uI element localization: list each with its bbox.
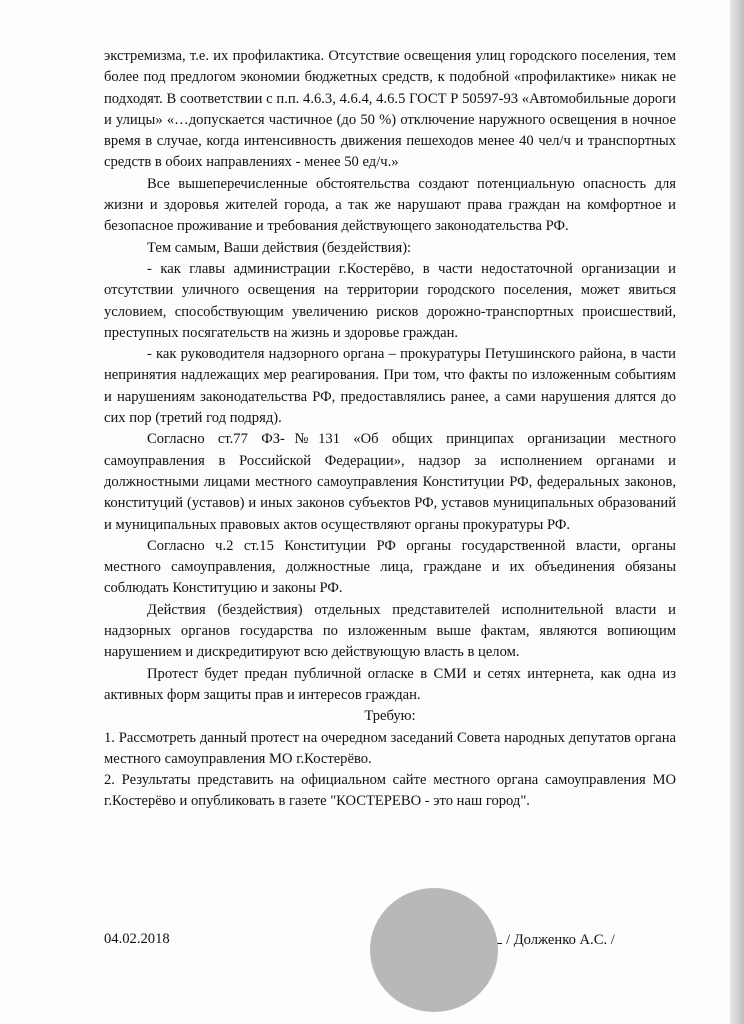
signature-line	[482, 929, 615, 950]
scan-edge-shadow	[730, 0, 744, 1024]
paragraph-head-of-administration: - как главы администрации г.Костерёво, в части недостаточной организации и отсутствии уличного освещения на территории городского поселения, может явиться условием, способствующим увеличению рисков дорожно-транспортных происшествий, преступных посягательств на жизнь и здоровье граждан.	[104, 260, 676, 341]
demand-item-1: 1. Рассмотреть данный протест на очередном заседаний Совета народных депутатов органа местного самоуправления МО г.Костерёво.	[104, 729, 676, 767]
paragraph-publicity: Протест будет предан публичной огласке в СМИ и сетях интернета, как одна из активных форм защиты прав и интересов граждан.	[104, 665, 676, 703]
document-date: 04.02.2018	[104, 931, 170, 947]
paragraph-danger: Все вышеперечисленные обстоятельства создают потенциальную опасность для жизни и здоровья жителей города, а так же нарушают права граждан на комфортное и безопасное проживание и требования действующего законодательства РФ.	[104, 175, 676, 235]
paragraph-article-77: Согласно ст.77 ФЗ-№131 «Об общих принципах организации местного самоуправления в Российской Федерации», надзор за исполнением органами и должностными лицами местного самоуправления Конституции РФ, федеральных законов, конституций (уставов) и иных законов субъектов РФ, уставов муниципальных образований и муниципальных правовых актов осуществляют органы прокуратуры РФ.	[104, 431, 676, 533]
paragraph-prosecutor: - как руководителя надзорного органа – прокуратуры Петушинского района, в части непринятия надлежащих мер реагирования. При том, что факты по изложенным событиям и нарушениям законодательства РФ, предоставлялись ранее, а сами нарушения длятся до сих пор (третий год подряд).	[104, 346, 676, 427]
demand-heading: Требую:	[364, 708, 416, 725]
signature-name: / Долженко А.С. /	[506, 932, 615, 948]
paragraph-constitution: Согласно ч.2 ст.15 Конституции РФ органы государственной власти, органы местного самоуправления, должностные лица, граждане и их объединения обязаны соблюдать Конституцию и законы РФ.	[104, 537, 676, 597]
paragraph-violations: Действия (бездействия) отдельных представителей исполнительной власти и надзорных органов государства по изложенным выше фактам, являются вопиющим нарушением и дискредитируют всю действующую власть в целом.	[104, 601, 676, 661]
paragraph-your-actions: Тем самым, Ваши действия (бездействия):	[147, 239, 412, 256]
document-body	[104, 46, 676, 813]
redacted-signature-stamp	[370, 888, 498, 1012]
demand-item-2: 2. Результаты представить на официальном сайте местного органа самоуправления МО г.Костерёво и опубликовать в газете "КОСТЕРЕВО - это наш город".	[104, 772, 676, 810]
paragraph-lighting-gost: экстремизма, т.е. их профилактика. Отсутствие освещения улиц городского поселения, тем более под предлогом экономии бюджетных средств, к подобной «профилактике» никак не подходят. В соответствии с п.п. 4.6.3, 4.6.4, 4.6.5 ГОСТ Р 50597-93 «Автомобильные дороги и улицы» «…допускается частичное (до 50 %) отключение наружного освещения в ночное время в случае, когда интенсивность движения пешеходов менее 40 чел/ч и транспортных средств в обоих направлениях - менее 50 ед/ч.»	[104, 48, 676, 171]
